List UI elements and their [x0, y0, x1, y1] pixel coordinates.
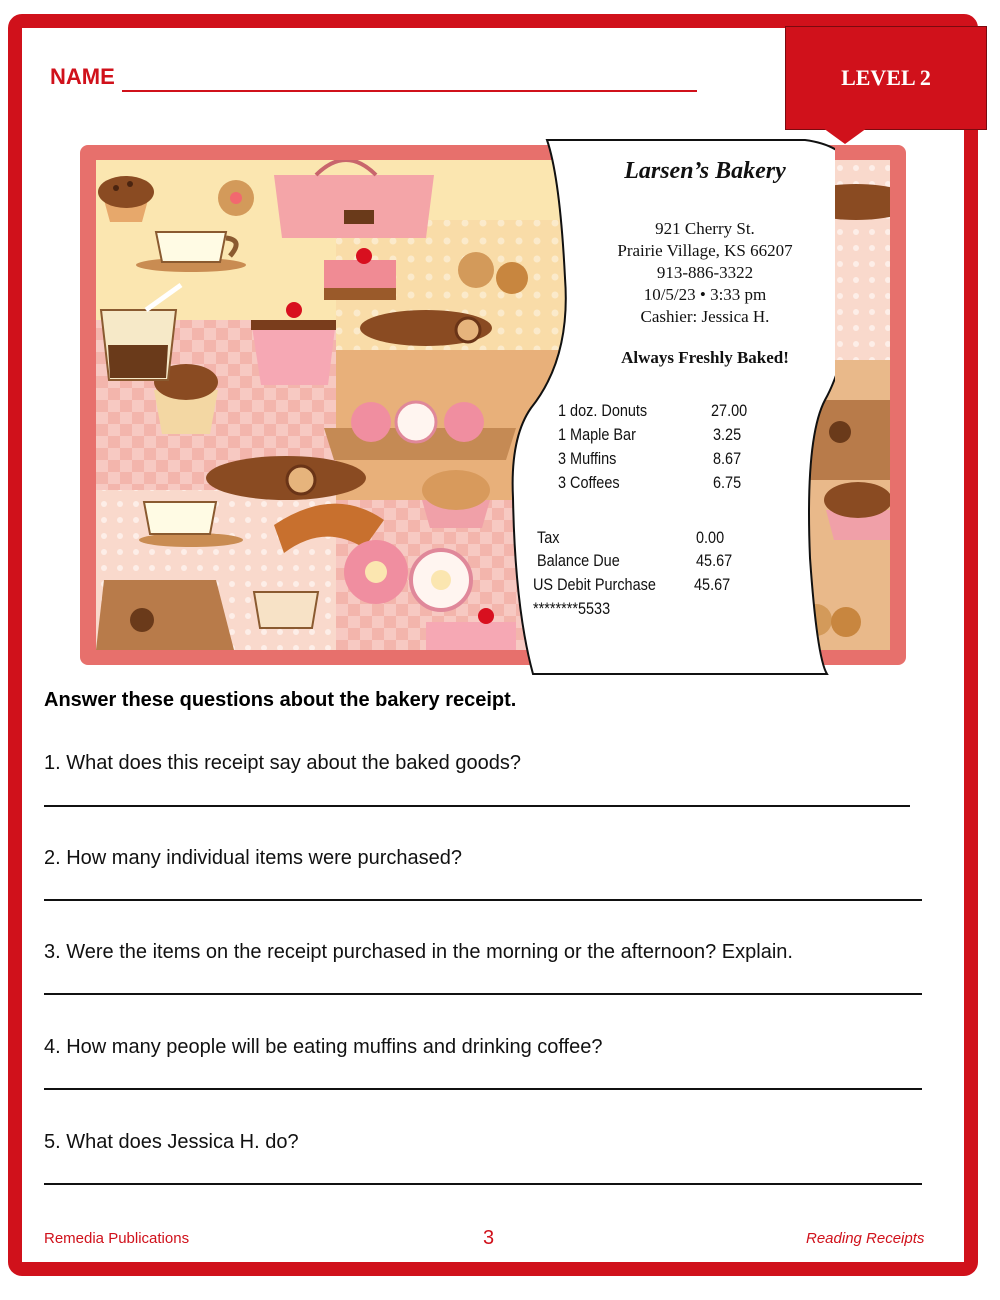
answer-line-3[interactable]	[44, 993, 922, 995]
question-1: 1. What does this receipt say about the baked goods?	[44, 752, 521, 774]
name-label: NAME	[50, 64, 115, 89]
receipt-balance-value: 45.67	[696, 551, 733, 570]
receipt-motto: Always Freshly Baked!	[621, 348, 789, 367]
receipt-item-desc: 1 Maple Bar	[558, 425, 636, 444]
muffin-icon	[422, 470, 490, 528]
receipt-datetime: 10/5/23 • 3:33 pm	[643, 285, 767, 304]
receipt-balance-label: Balance Due	[537, 551, 620, 570]
question-5: 5. What does Jessica H. do?	[44, 1131, 299, 1153]
receipt-item-price: 8.67	[713, 449, 742, 468]
name-input-line[interactable]	[122, 90, 697, 92]
answer-line-5[interactable]	[44, 1183, 922, 1185]
receipt-item-desc: 3 Coffees	[558, 473, 620, 492]
receipt-item-price: 6.75	[713, 473, 742, 492]
roll-icon	[206, 456, 366, 500]
question-4: 4. How many people will be eating muffins and drinking coffee?	[44, 1036, 603, 1058]
answer-line-4[interactable]	[44, 1088, 922, 1090]
receipt-item-price: 27.00	[711, 401, 748, 420]
question-3: 3. Were the items on the receipt purchased in the morning or the afternoon? Explain.	[44, 941, 793, 963]
receipt-address: 921 Cherry St.	[655, 219, 755, 238]
cookie-icon	[218, 180, 254, 216]
question-2: 2. How many individual items were purchased?	[44, 847, 462, 869]
instructions: Answer these questions about the bakery receipt.	[44, 689, 517, 711]
receipt-item-price: 3.25	[713, 425, 742, 444]
receipt-cashier: Cashier: Jessica H.	[640, 307, 770, 326]
receipt-payment-value: 45.67	[694, 575, 731, 594]
donut-icon	[411, 550, 471, 610]
coffee-cup-icon	[254, 592, 318, 628]
receipt-item-desc: 1 doz. Donuts	[558, 401, 648, 420]
footer-title: Reading Receipts	[806, 1230, 925, 1247]
receipt-tax-value: 0.00	[696, 528, 725, 547]
donut-icon	[344, 540, 408, 604]
bag-icon	[96, 580, 234, 650]
receipt-tax-label: Tax	[537, 528, 560, 547]
footer-publisher: Remedia Publications	[44, 1230, 190, 1247]
receipt-phone: 913-886-3322	[656, 263, 754, 282]
level-label: LEVEL 2	[841, 65, 931, 90]
receipt-payment-label: US Debit Purchase	[533, 575, 656, 594]
roll-icon	[360, 310, 492, 346]
answer-line-1[interactable]	[44, 805, 910, 807]
answer-line-2[interactable]	[44, 899, 922, 901]
receipt-store-name: Larsen’s Bakery	[624, 158, 786, 184]
level-badge	[785, 26, 987, 130]
receipt-card-number: ********5533	[533, 599, 611, 618]
receipt-item-desc: 3 Muffins	[558, 449, 617, 468]
receipt-city: Prairie Village, KS 66207	[617, 241, 793, 260]
page-number: 3	[483, 1227, 495, 1249]
